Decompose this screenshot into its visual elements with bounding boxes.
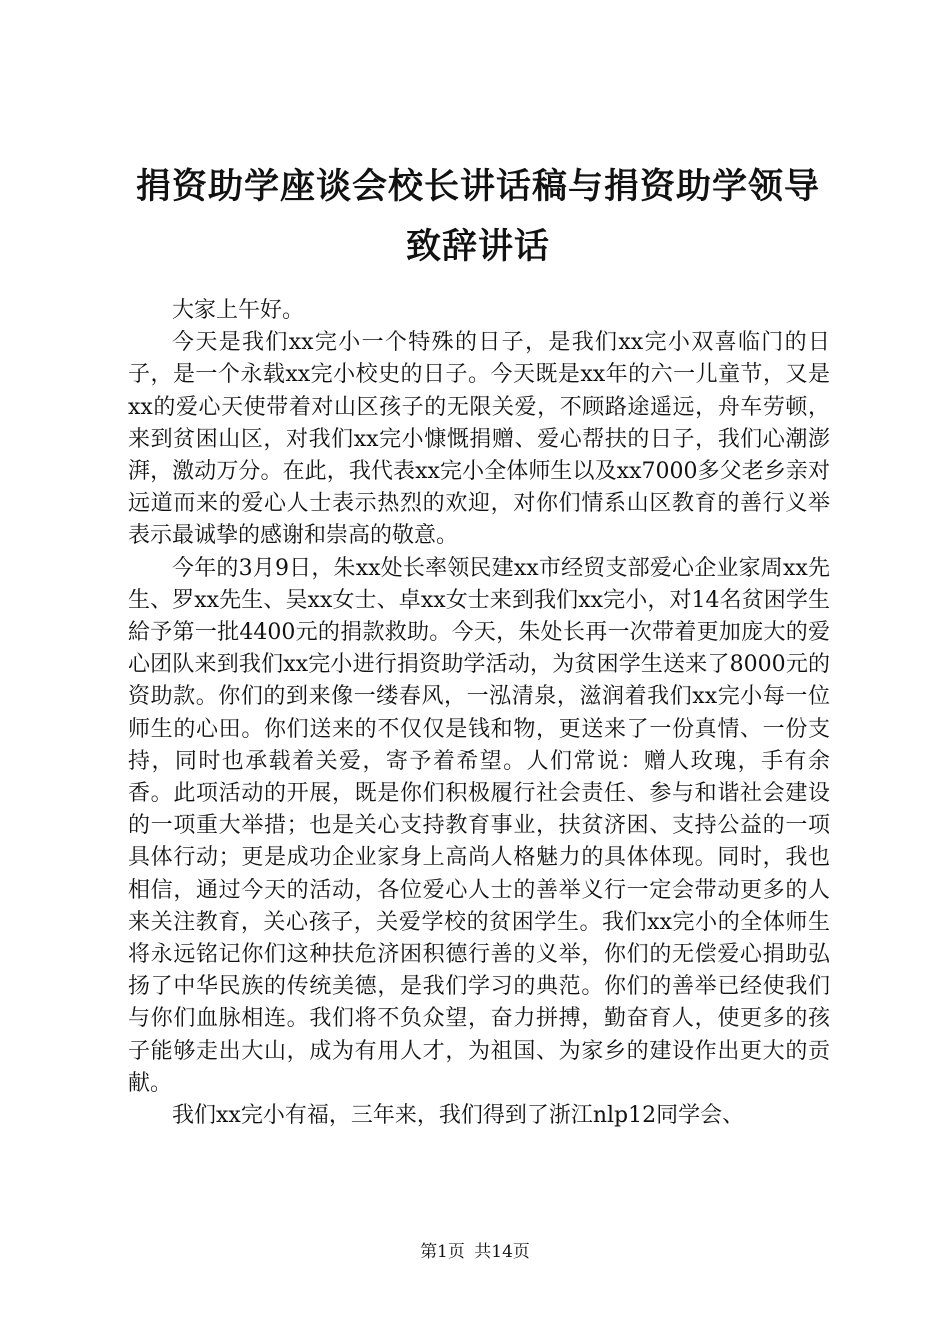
- paragraph-donation-activity: 今年的3月9日，朱xx处长率领民建xx市经贸支部爱心企业家周xx先生、罗xx先生、吴xx女士、卓xx女士来到我们xx完小，对14名贫困学生給予第一批4400元的捐款救助。今天，朱处长再一次带着更加庞大的爱心团队来到我们xx完小进行捐资助学活动，为贫困学生送来了8000元的资助款。你们的到来像一缕春风，一泓清泉，滋润着我们xx完小每一位师生的心田。你们送来的不仅仅是钱和物，更送来了一份真情、一份支持，同时也承载着关爱，寄予着希望。人们常说：赠人玫瑰，手有余香。此项活动的开展，既是你们积极履行社会责任、参与和谐社会建设的一项重大举措；也是关心支持教育事业，扶贫济困、支持公益的一项具体行动；更是成功企业家身上高尚人格魅力的具体体现。同时，我也相信，通过今天的活动，各位爱心人士的善举义行一定会带动更多的人来关注教育，关心孩子，关爱学校的贫困学生。我们xx完小的全体师生将永远铭记你们这种扶危济困积德行善的义举，你们的无偿爱心捐助弘扬了中华民族的传统美德，是我们学习的典范。你们的善举已经使我们与你们血脉相连。我们将不负众望，奋力拼搏，勤奋育人，使更多的孩子能够走出大山，成为有用人才，为祖国、为家乡的建设作出更大的贡献。: [128, 555, 830, 1096]
- document-title: 捐资助学座谈会校长讲话稿与捐资助学领导致辞讲话: [135, 167, 820, 267]
- paragraph-continued: 我们xx完小有福，三年来，我们得到了浙江nlp12同学会、: [172, 1103, 745, 1129]
- paragraph-greeting: 大家上午好。: [172, 298, 305, 323]
- paragraph-introduction: 今天是我们xx完小一个特殊的日子，是我们xx完小双喜临门的日子，是一个永载xx完小校史的日子。今天既是xx年的六一儿童节，又是xx的爱心天使带着对山区孩子的无限关爱，不顾路途遥远，舟车劳顿，来到贫困山区，对我们xx完小慷慨捐赠、爱心帮扶的日子，我们心潮澎湃，激动万分。在此，我代表xx完小全体师生以及xx7000多父老乡亲对远道而来的爱心人士表示热烈的欢迎，对你们情系山区教育的善行义举表示最诚挚的感谢和崇高的敬意。: [128, 330, 830, 549]
- document-body: [128, 295, 830, 1132]
- page-footer: [0, 1240, 950, 1264]
- page-total: 共14页: [474, 1242, 530, 1262]
- page-number: 第1页: [420, 1242, 465, 1262]
